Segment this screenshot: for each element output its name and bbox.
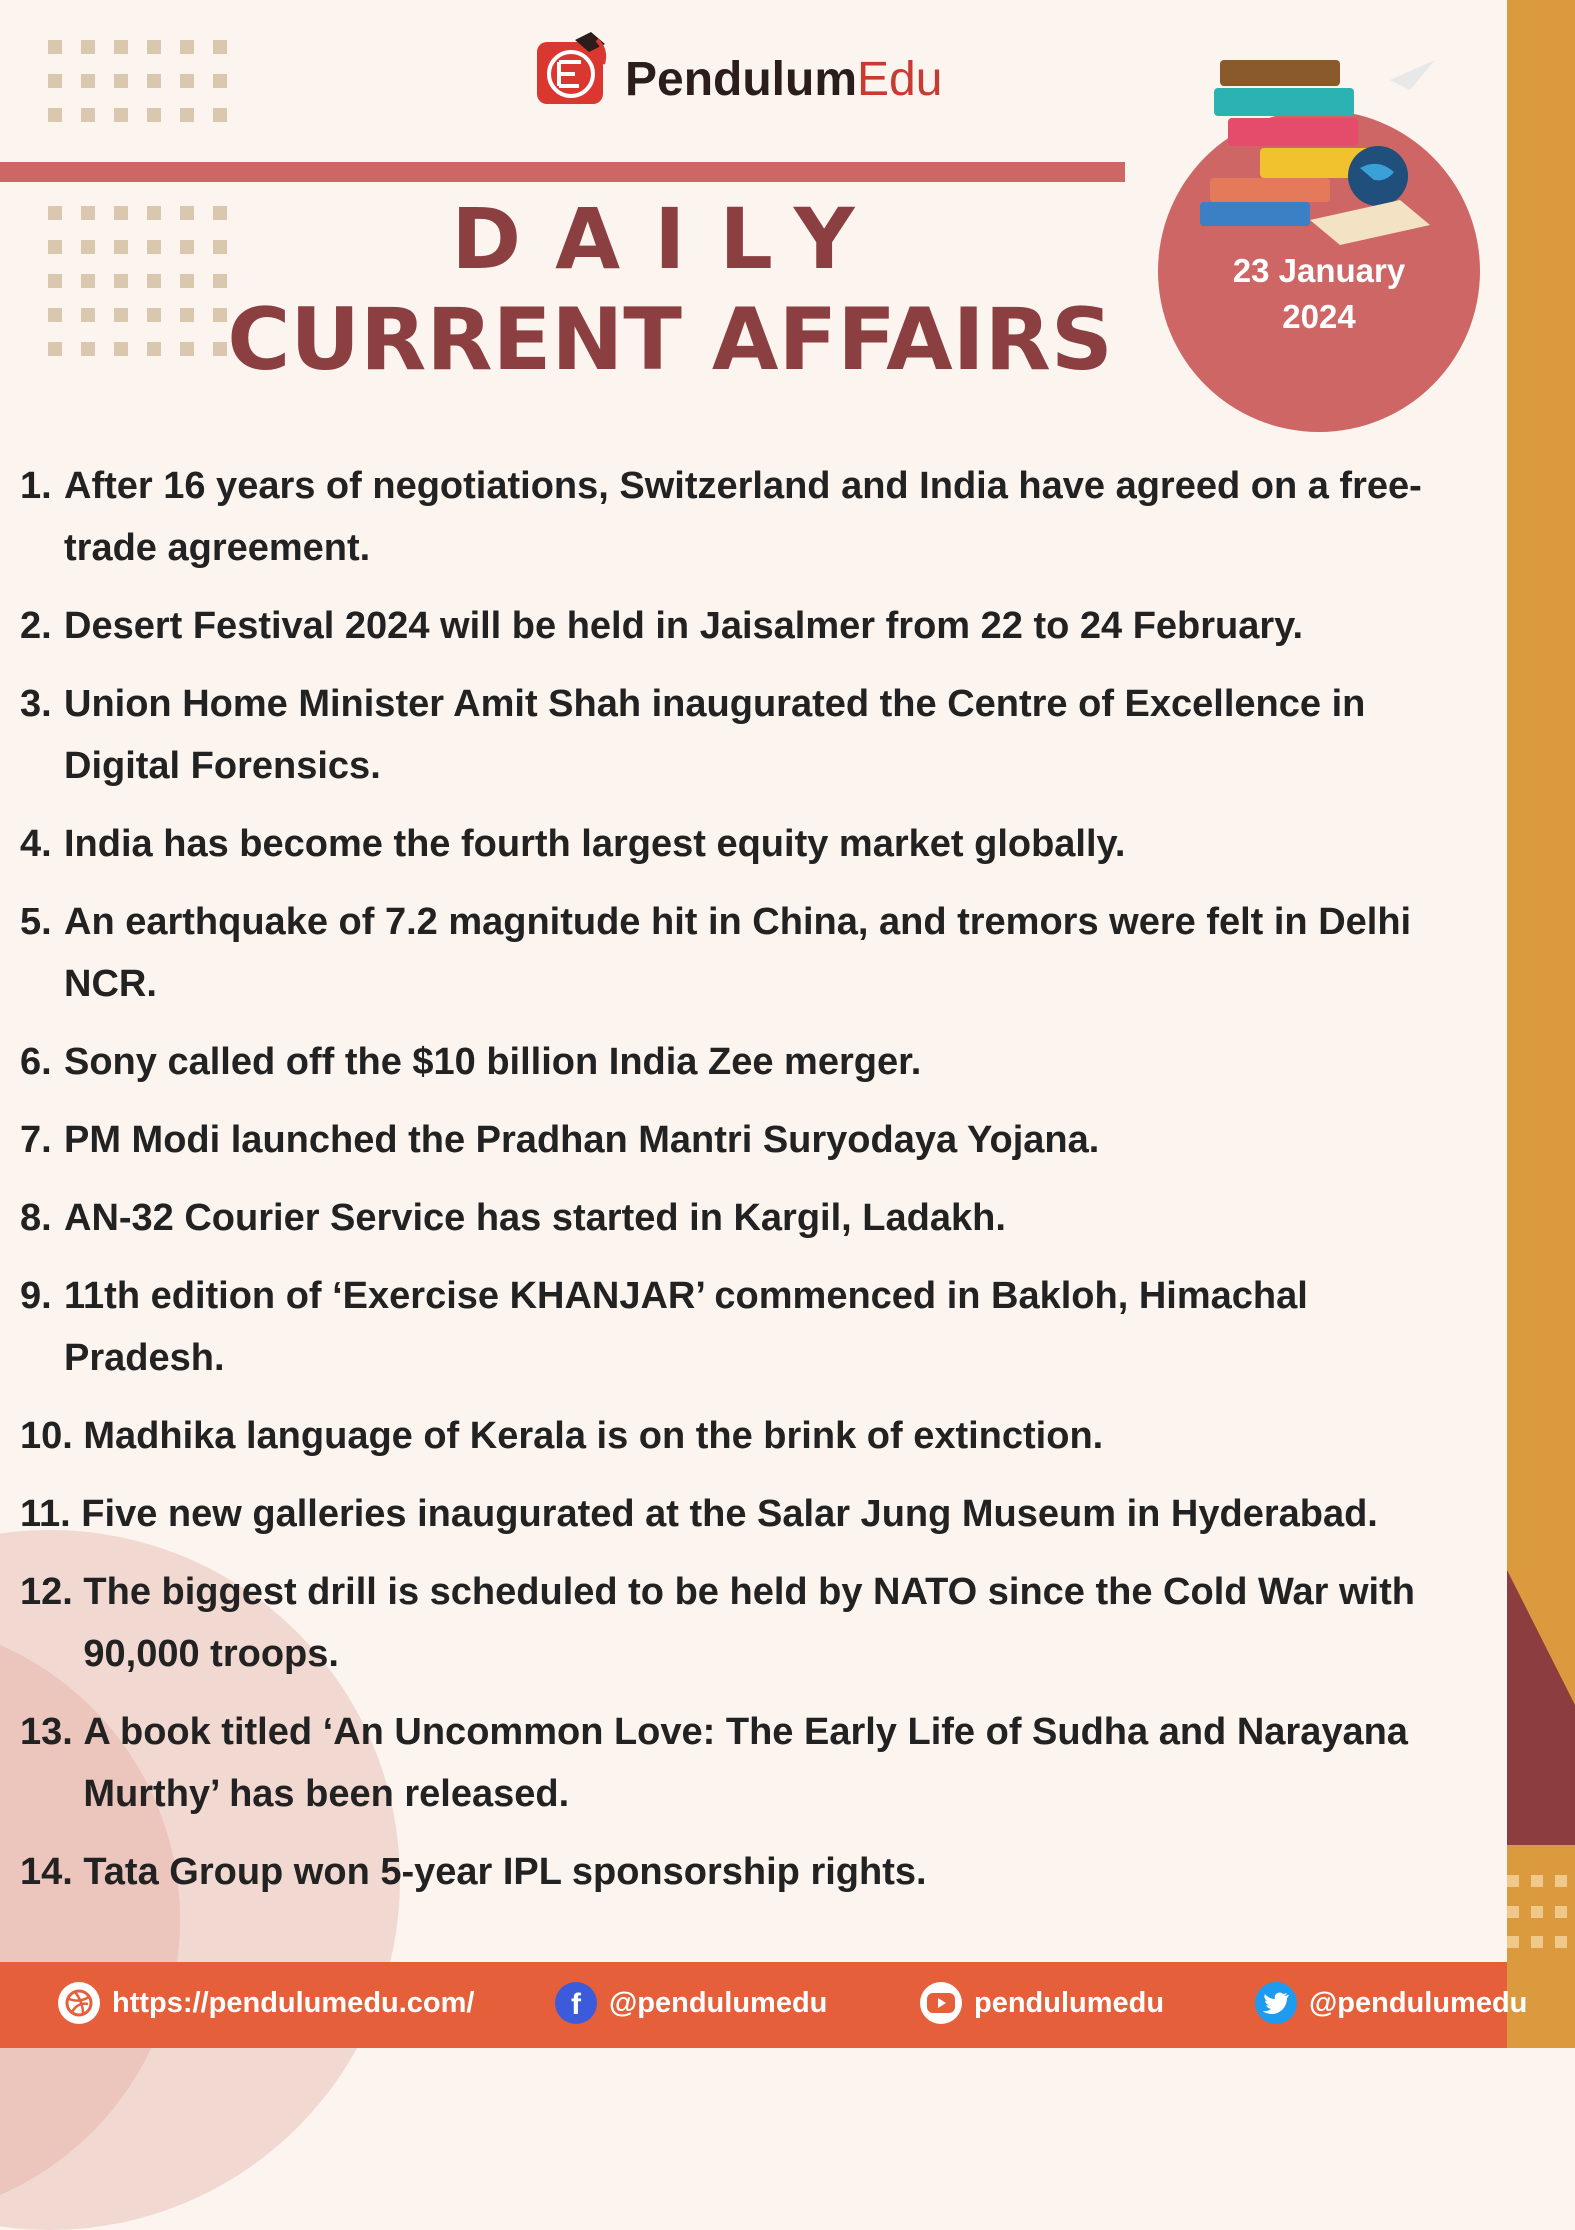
brand-name-main: Pendulum bbox=[625, 52, 858, 106]
right-accent-band bbox=[1507, 1845, 1575, 1870]
list-item-text: The biggest drill is scheduled to be held by NATO since the Cold War with 90,000 troops. bbox=[83, 1571, 1415, 1675]
date-year: 2024 bbox=[1282, 298, 1356, 335]
list-item bbox=[20, 1109, 1460, 1171]
list-item-text: Tata Group won 5-year IPL sponsorship rights. bbox=[83, 1851, 927, 1893]
list-item bbox=[20, 1701, 1460, 1825]
list-item bbox=[20, 1561, 1460, 1685]
list-item bbox=[20, 1031, 1460, 1093]
brand-logo bbox=[535, 30, 942, 110]
list-item-text: India has become the fourth largest equity market globally. bbox=[64, 823, 1126, 865]
list-item-text: Sony called off the $10 billion India Zee merger. bbox=[64, 1041, 922, 1083]
list-item-number: 3. bbox=[20, 683, 63, 725]
list-item bbox=[20, 455, 1460, 579]
books-globe-icon bbox=[1200, 50, 1440, 250]
list-item-text: Union Home Minister Amit Shah inaugurated the Centre of Excellence in Digital Forensics. bbox=[64, 683, 1366, 787]
title-daily: DAILY bbox=[451, 190, 889, 288]
list-item-text: An earthquake of 7.2 magnitude hit in China, and tremors were felt in Delhi NCR. bbox=[64, 901, 1412, 1005]
list-item-number: 6. bbox=[20, 1041, 63, 1083]
list-item bbox=[20, 1483, 1460, 1545]
header-rule bbox=[0, 162, 1125, 182]
list-item-number: 10. bbox=[20, 1415, 84, 1457]
list-item-number: 11. bbox=[20, 1493, 82, 1535]
twitter-link[interactable] bbox=[1255, 1982, 1527, 2024]
list-item-number: 4. bbox=[20, 823, 63, 865]
twitter-label: @pendulumedu bbox=[1309, 1986, 1528, 2019]
list-item bbox=[20, 673, 1460, 797]
brand-name-accent: Edu bbox=[857, 52, 943, 106]
website-link[interactable] bbox=[58, 1982, 475, 2024]
list-item bbox=[20, 1841, 1460, 1903]
youtube-label: pendulumedu bbox=[974, 1986, 1165, 2019]
youtube-link[interactable] bbox=[920, 1982, 1164, 2024]
list-item bbox=[20, 1265, 1460, 1389]
list-item-number: 13. bbox=[20, 1711, 84, 1753]
youtube-icon bbox=[920, 1982, 962, 2024]
list-item-text: Five new galleries inaugurated at the Salar Jung Museum in Hyderabad. bbox=[81, 1493, 1378, 1535]
list-item-number: 5. bbox=[20, 901, 63, 943]
brand-name bbox=[625, 52, 942, 107]
list-item-number: 8. bbox=[20, 1197, 63, 1239]
list-item-text: PM Modi launched the Pradhan Mantri Suryodaya Yojana. bbox=[64, 1119, 1100, 1161]
list-item bbox=[20, 1405, 1460, 1467]
current-affairs-list bbox=[20, 455, 1460, 1919]
list-item bbox=[20, 595, 1460, 657]
dribbble-globe-icon bbox=[58, 1982, 100, 2024]
right-dot-grid bbox=[1507, 1875, 1567, 1955]
list-item-number: 9. bbox=[20, 1275, 63, 1317]
facebook-icon: f bbox=[555, 1982, 597, 2024]
list-item bbox=[20, 891, 1460, 1015]
facebook-label: @pendulumedu bbox=[609, 1986, 828, 2019]
list-item-text: A book titled ‘An Uncommon Love: The Early Life of Sudha and Narayana Murthy’ has been released. bbox=[83, 1711, 1408, 1815]
list-item-number: 12. bbox=[20, 1571, 84, 1613]
list-item-text: AN-32 Courier Service has started in Kargil, Ladakh. bbox=[64, 1197, 1006, 1239]
pendulum-edu-logo-icon bbox=[535, 30, 615, 110]
list-item-number: 7. bbox=[20, 1119, 63, 1161]
date-text bbox=[1158, 248, 1480, 340]
list-item-text: Madhika language of Kerala is on the brink of extinction. bbox=[83, 1415, 1104, 1457]
list-item bbox=[20, 813, 1460, 875]
top-dot-grid bbox=[48, 40, 227, 122]
twitter-icon bbox=[1255, 1982, 1297, 2024]
title-current-affairs: CURRENT AFFAIRS bbox=[227, 290, 1113, 390]
website-label: https://pendulumedu.com/ bbox=[112, 1986, 475, 2019]
list-item bbox=[20, 1187, 1460, 1249]
list-item-text: After 16 years of negotiations, Switzerland and India have agreed on a free-trade agreement. bbox=[64, 465, 1422, 569]
list-item-number: 2. bbox=[20, 605, 63, 647]
list-item-number: 1. bbox=[20, 465, 63, 507]
list-item-text: 11th edition of ‘Exercise KHANJAR’ commenced in Bakloh, Himachal Pradesh. bbox=[64, 1275, 1308, 1379]
list-item-text: Desert Festival 2024 will be held in Jaisalmer from 22 to 24 February. bbox=[64, 605, 1304, 647]
list-item-number: 14. bbox=[20, 1851, 84, 1893]
facebook-link[interactable] bbox=[555, 1982, 827, 2024]
date-day-month: 23 January bbox=[1232, 252, 1406, 289]
